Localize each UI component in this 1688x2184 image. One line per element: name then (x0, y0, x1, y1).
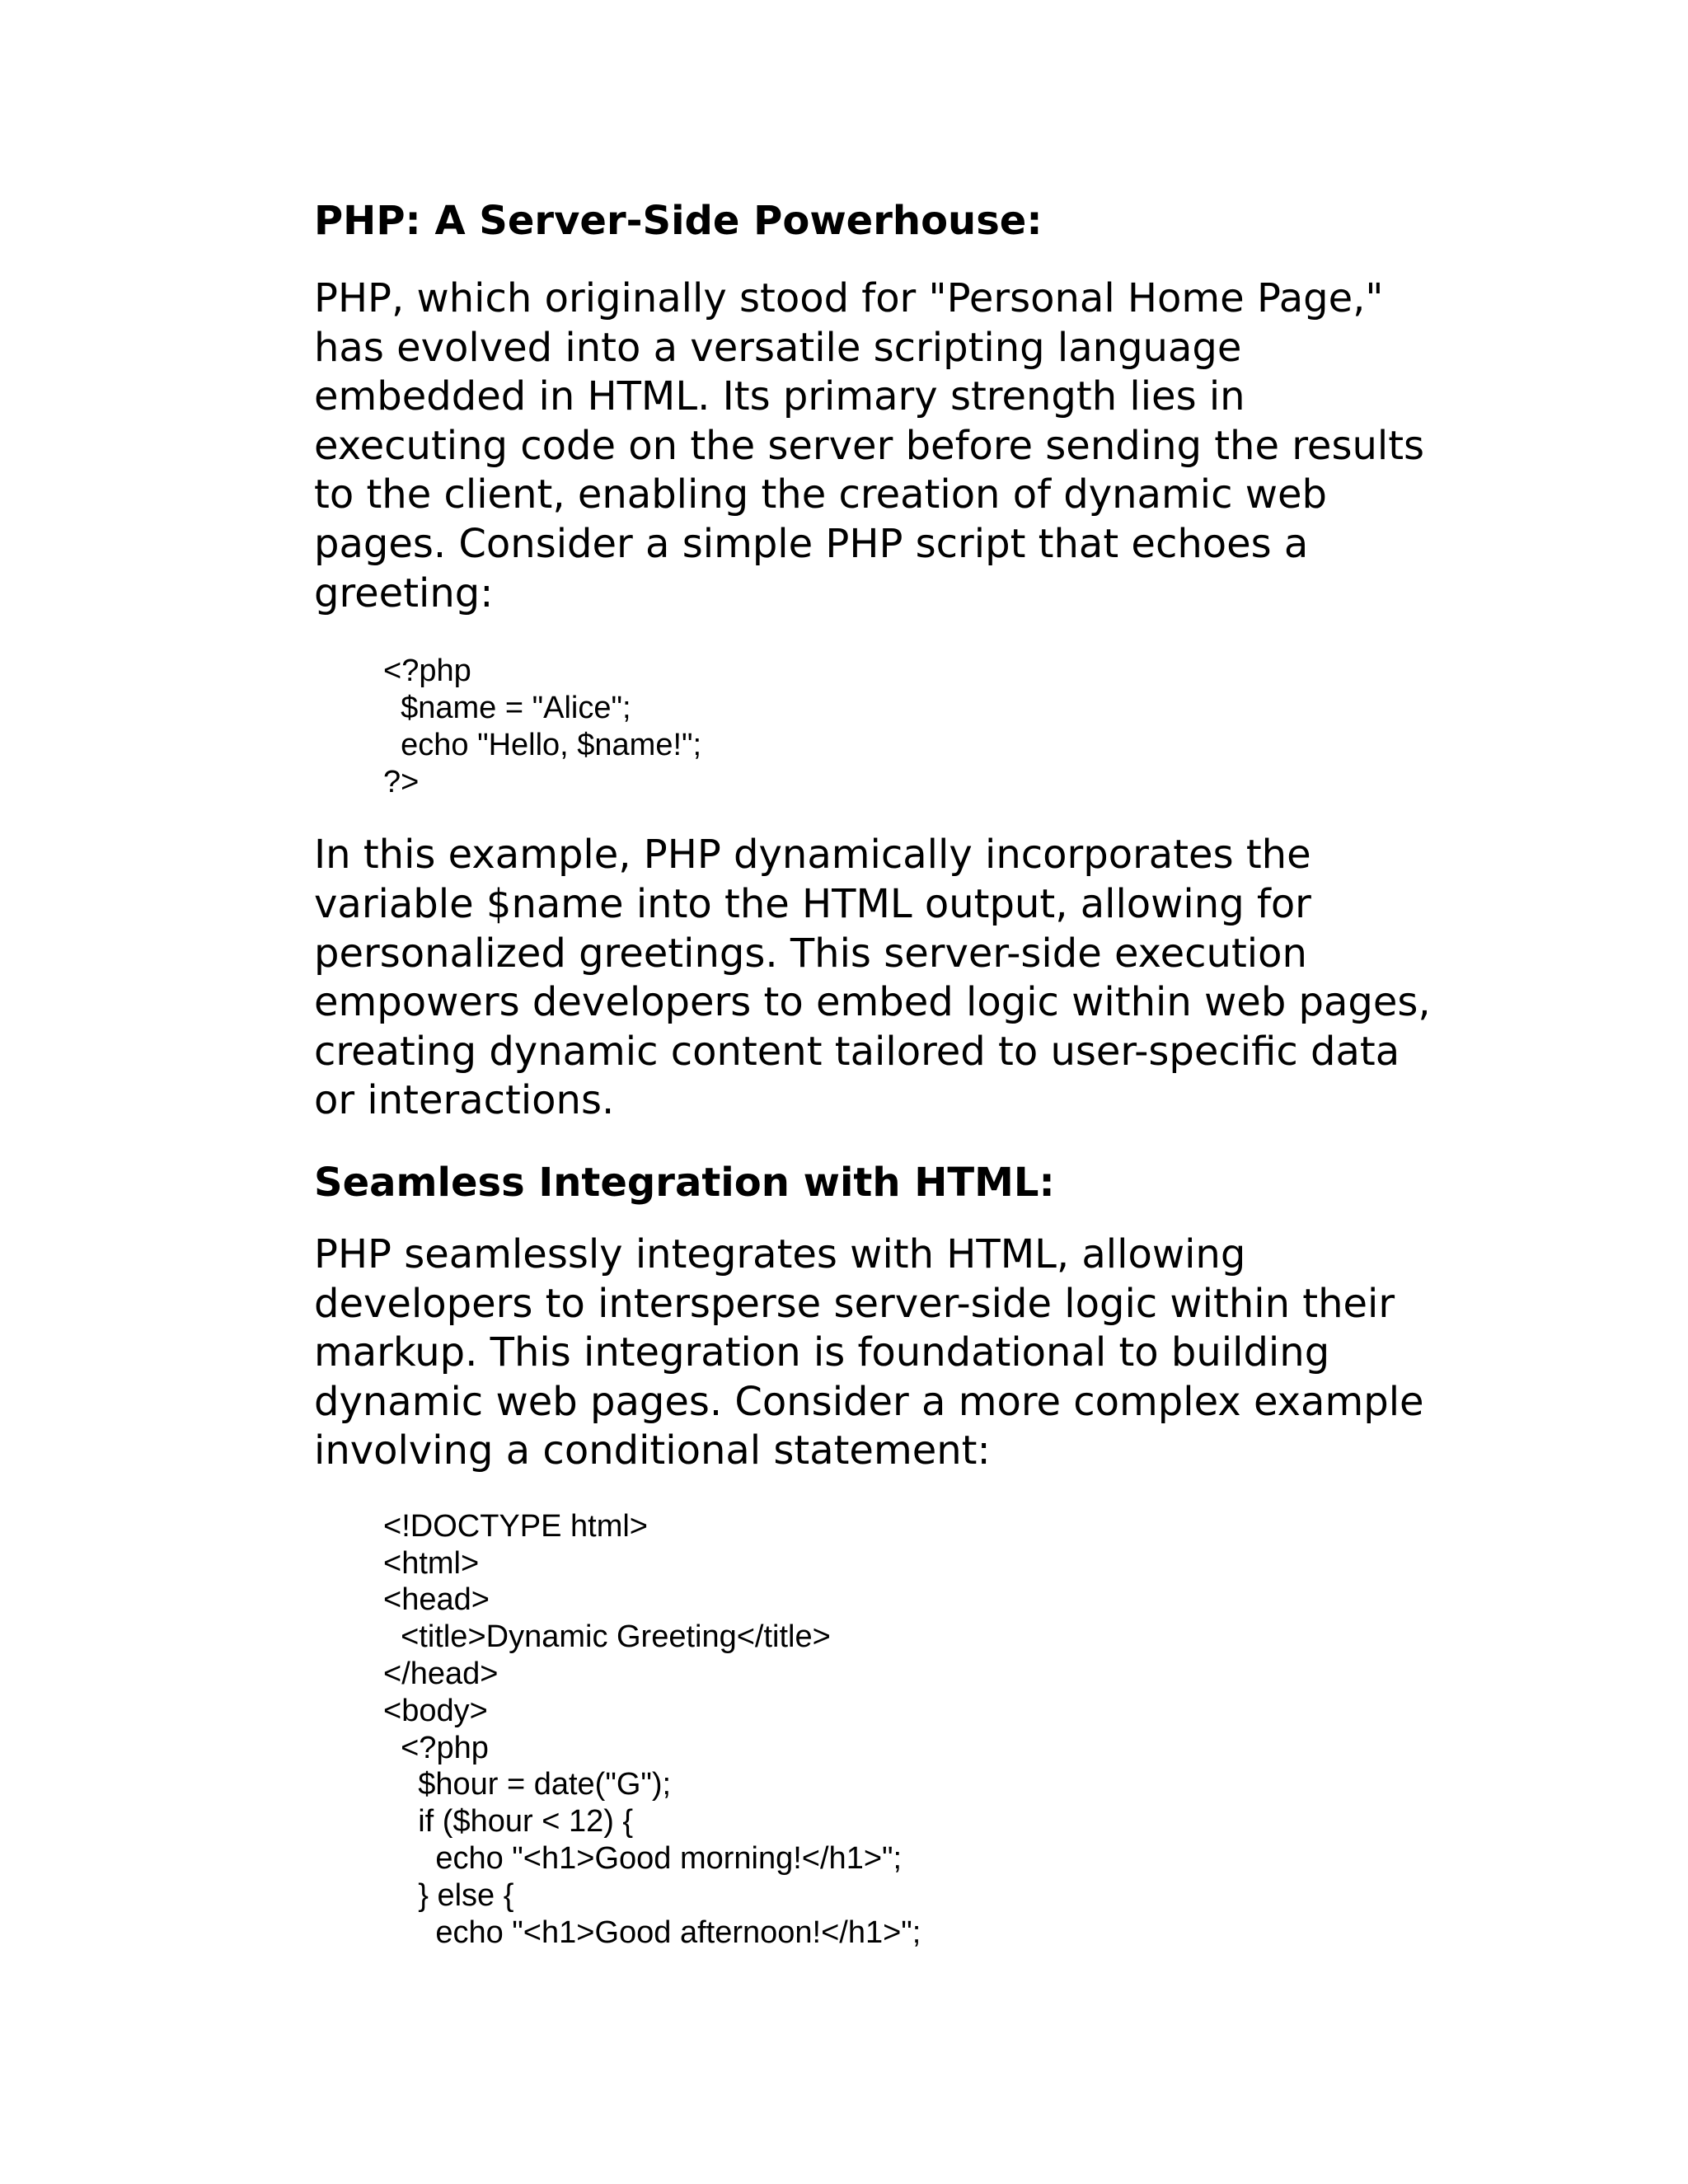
paragraph-example-explanation: In this example, PHP dynamically incorporates the variable $name into the HTML output, allowing for personalized greetings. This server-side execution empowers developers to embed logic within web pages, creating dynamic content tailored to user-specific data or interactions. (314, 832, 1431, 1124)
code-block-greeting (314, 653, 1443, 800)
code-line: <body> (383, 1693, 488, 1728)
code-line: <head> (383, 1582, 490, 1618)
code-line: ?> (383, 764, 420, 799)
code-line: if ($hour < 12) { (383, 1804, 634, 1840)
code-line: echo "<h1>Good afternoon!</h1>"; (383, 1915, 921, 1950)
section-heading-php-powerhouse: PHP: A Server-Side Powerhouse: (314, 198, 1043, 244)
code-line: <title>Dynamic Greeting</title> (383, 1619, 831, 1655)
paragraph-integration-intro: PHP seamlessly integrates with HTML, allowing developers to intersperse server-side logic within their markup. This integration is foundational to building dynamic web pages. Consider a more complex example involving a conditional statement: (314, 1230, 1424, 1474)
paragraph-php-intro: PHP, which originally stood for "Personal Home Page," has evolved into a versatile scripting language embedded in HTML. Its primary strength lies in executing code on the server before sending the results to the client, enabling the creation of dynamic web pages. Consider a simple PHP script that echoes a greeting: (314, 275, 1425, 616)
section-heading-html-integration: Seamless Integration with HTML: (314, 1159, 1055, 1206)
code-line: echo "<h1>Good morning!</h1>"; (383, 1841, 903, 1877)
code-line: $name = "Alice"; (383, 690, 631, 725)
code-line: <!DOCTYPE html> (383, 1508, 648, 1544)
code-line: <?php (383, 654, 471, 689)
document-body (314, 193, 1443, 1951)
code-line: <html> (383, 1545, 480, 1581)
code-line: </head> (383, 1657, 499, 1692)
code-block-conditional (314, 1508, 1443, 1952)
code-line: $hour = date("G"); (383, 1767, 672, 1802)
code-line: } else { (383, 1877, 514, 1913)
code-line: <?php (383, 1730, 489, 1765)
code-line: echo "Hello, $name!"; (383, 727, 702, 762)
